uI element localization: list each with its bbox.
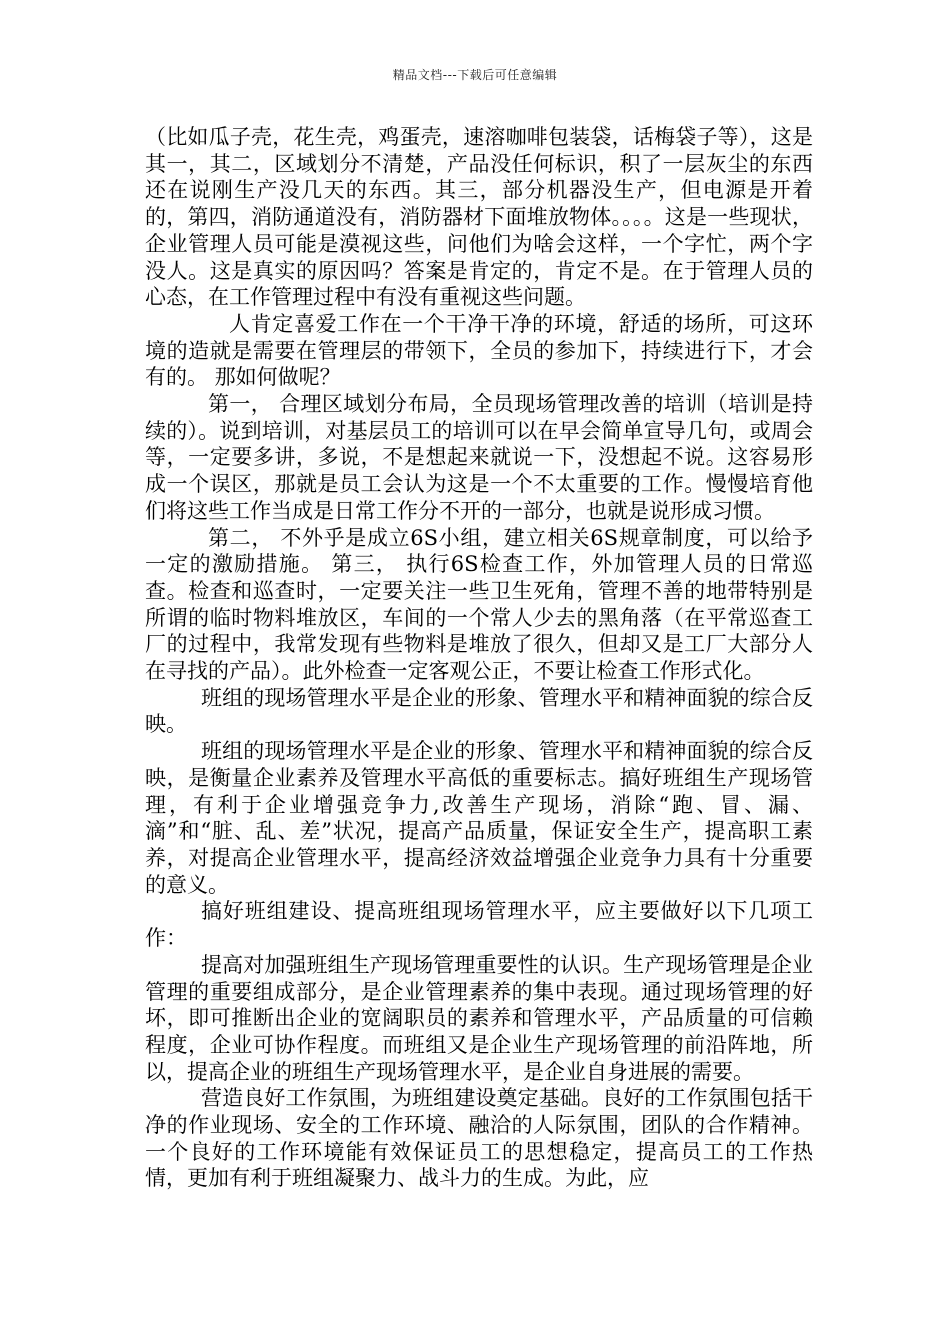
paragraph-7: 搞好班组建设、提高班组现场管理水平，应主要做好以下几项工作： [145, 899, 813, 951]
paragraph-1: （比如瓜子壳，花生壳，鸡蛋壳，速溶咖啡包装袋，话梅袋子等），这是其一，其二，区域划分不清楚，产品没任何标识，积了一层灰尘的东西还在说刚生产没几天的东西。其三，部分机器没生产，但电源是开着的，第四，消防通道没有，消防器材下面堆放物体。。。。这是一些现状，企业管理人员可能是漠视这些，问他们为啥会这样，一个字忙，两个字没人。这是真实的原因吗？答案是肯定的，肯定不是。在于管理人员的心态，在工作管理过程中有没有重视这些问题。 [145, 125, 813, 310]
paragraph-8: 提高对加强班组生产现场管理重要性的认识。生产现场管理是企业管理的重要组成部分，是企业管理素养的集中表现。通过现场管理的好坏，即可推断出企业的宽阔职员的素养和管理水平，产品质量的可信赖程度，企业可协作程度。而班组又是企业生产现场管理的前沿阵地，所以，提高企业的班组生产现场管理水平，是企业自身进展的需要。 [145, 952, 813, 1084]
document-body [145, 124, 813, 1192]
paragraph-5: 班组的现场管理水平是企业的形象、管理水平和精神面貌的综合反映。 [145, 685, 813, 737]
paragraph-9: 营造良好工作氛围，为班组建设奠定基础。良好的工作氛围包括干净的作业现场、安全的工作环境、融洽的人际氛围，团队的合作精神。一个良好的工作环境能有效保证员工的思想稳定，提高员工的工作热情，更加有利于班组凝聚力、战斗力的生成。为此，应 [145, 1086, 813, 1191]
page-header: 精品文档---下载后可任意编辑 [392, 68, 558, 82]
paragraph-4: 第二， 不外乎是成立6S小组，建立相关6S规章制度，可以给予一定的激励措施。 第三， 执行6S检查工作，外加管理人员的日常巡查。检查和巡查时，一定要关注一些卫生死角，管理不善的地带特别是所谓的临时物料堆放区，车间的一个常人少去的黑角落（在平常巡查工厂的过程中，我常发现有些物料是堆放了很久，但却又是工厂大部分人在寻找的产品）。此外检查一定客观公正，不要让检查工作形式化。 [145, 525, 813, 684]
paragraph-3: 第一， 合理区域划分布局，全员现场管理改善的培训（培训是持续的）。说到培训，对基层员工的培训可以在早会简单宣导几句，或周会等，一定要多讲，多说，不是想起来就说一下，没想起不说。这容易形成一个误区，那就是员工会认为这是一个不太重要的工作。慢慢培育他们将这些工作当成是日常工作分不开的一部分，也就是说形成习惯。 [145, 392, 813, 523]
paragraph-2: 人肯定喜爱工作在一个干净干净的环境，舒适的场所，可这环境的造就是需要在管理层的带领下，全员的参加下，持续进行下，才会有的。 那如何做呢？ [145, 311, 813, 390]
paragraph-6: 班组的现场管理水平是企业的形象、管理水平和精神面貌的综合反映，是衡量企业素养及管理水平高低的重要标志。搞好班组生产现场管理，有利于企业增强竞争力,改善生产现场，消除“跑、冒、漏、滴”和“脏、乱、差”状况，提高产品质量，保证安全生产，提高职工素养，对提高企业管理水平，提高经济效益增强企业竞争力具有十分重要的意义。 [145, 739, 813, 897]
